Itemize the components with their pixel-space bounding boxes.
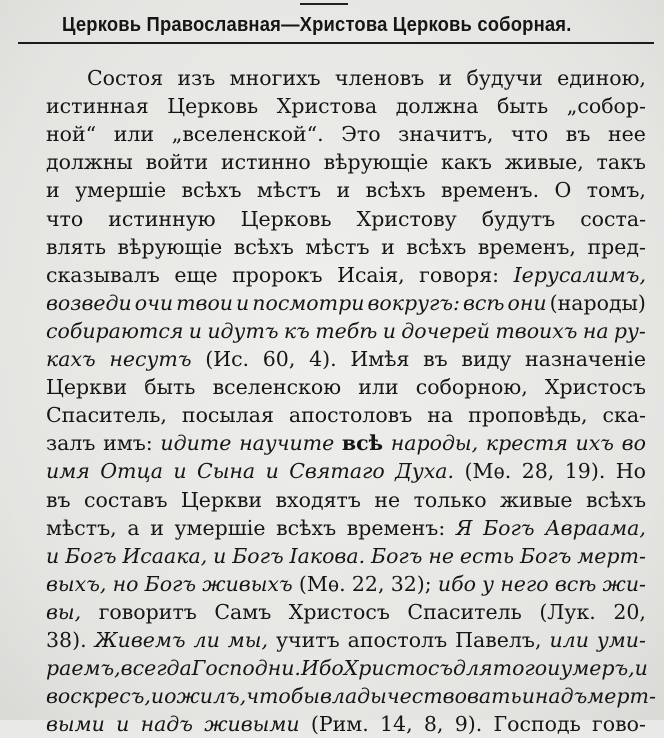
word: ска-	[602, 403, 646, 428]
word: мерт-	[577, 543, 646, 568]
word: и	[46, 178, 60, 203]
word: идутъ	[207, 318, 279, 343]
word: нее	[607, 122, 646, 147]
word: мерт-	[587, 684, 656, 709]
word: народы,	[390, 431, 479, 456]
text-line	[46, 233, 646, 261]
word: такъ	[596, 150, 646, 175]
word: всѣхъ	[406, 234, 467, 259]
word: и	[46, 543, 60, 568]
word: выми	[46, 712, 105, 737]
word: и	[336, 178, 351, 203]
word: 28,	[521, 459, 555, 484]
text-line	[46, 345, 646, 373]
word: Христову	[356, 206, 457, 231]
word: сказывалъ	[46, 262, 160, 287]
text-line	[46, 542, 646, 570]
word: и	[116, 712, 130, 737]
word: идите	[160, 431, 232, 456]
word: собираются	[46, 318, 184, 343]
word: говоритъ	[98, 599, 197, 624]
word: вѣрующіе	[117, 234, 223, 259]
word: „собор-	[566, 94, 646, 119]
word: Отца	[100, 459, 163, 484]
word: соборною,	[415, 375, 528, 400]
word: изъ	[177, 66, 216, 90]
word: Богъ	[371, 543, 423, 568]
word: дочерей	[401, 318, 490, 343]
word: живыми	[204, 712, 300, 737]
running-head: Церковь Православная—Христова Церковь соборная.	[62, 14, 572, 36]
word: въ	[46, 487, 71, 512]
text-line	[87, 64, 646, 92]
word: Я	[455, 515, 473, 540]
word: Христосъ	[544, 375, 646, 400]
word: составъ	[84, 487, 168, 512]
word: жи-	[602, 571, 646, 596]
word: виду	[461, 347, 512, 371]
word: быть	[144, 375, 196, 400]
word: Имѣя	[350, 347, 410, 371]
word: значитъ,	[398, 122, 494, 147]
word: твои	[176, 290, 234, 315]
word: Господь	[493, 712, 581, 737]
word: и	[547, 656, 561, 681]
word: быть	[497, 94, 549, 119]
word: Богъ	[232, 543, 284, 568]
word: временъ.	[440, 178, 540, 203]
word: вселенскою	[212, 375, 342, 400]
word: говоря:	[419, 262, 500, 287]
text-line	[46, 457, 646, 485]
text-line	[46, 120, 646, 148]
word: 8,	[423, 712, 444, 737]
word: должна	[395, 94, 479, 119]
word: твоихъ	[495, 318, 578, 343]
word: крестя	[485, 431, 568, 456]
word: Ибо	[300, 656, 344, 681]
word: мѣстъ	[305, 234, 370, 259]
word: имя	[46, 459, 90, 484]
word: тебѣ	[315, 318, 378, 343]
word: 22,	[351, 571, 385, 596]
word: учитъ	[276, 628, 340, 652]
word: всѣ	[554, 571, 597, 596]
word: 32);	[390, 571, 432, 596]
word: должны	[46, 150, 133, 175]
word: чтобы	[246, 684, 320, 709]
word: Богъ	[144, 571, 197, 596]
word: въ	[565, 122, 591, 147]
word: Сына	[197, 459, 256, 484]
word: очи	[134, 290, 174, 315]
word: живыхъ	[202, 571, 293, 596]
word: что	[510, 122, 549, 147]
word: всѣхъ	[276, 515, 337, 540]
word: Церкви	[46, 375, 128, 400]
word: но	[112, 571, 139, 596]
word: Спаситель,	[46, 403, 167, 428]
word: Духа.	[395, 459, 455, 484]
word: того	[492, 656, 548, 681]
word: Авраама,	[545, 515, 646, 540]
word: Церкви	[180, 487, 263, 512]
word: „вселенской“.	[171, 122, 324, 147]
word: 14,	[380, 712, 413, 737]
text-line	[46, 598, 646, 626]
word: или	[549, 628, 589, 652]
word: ли	[193, 628, 220, 652]
word: единою,	[557, 66, 646, 90]
word: истинная	[46, 94, 149, 119]
word: и	[265, 459, 279, 484]
text-line	[46, 148, 646, 176]
word: истинную	[108, 206, 216, 231]
word: вокругъ:	[367, 290, 460, 315]
word: соста-	[580, 206, 646, 231]
text-line	[46, 626, 646, 654]
word: умершіе	[174, 515, 266, 540]
word: назначеніе	[524, 347, 646, 371]
word: кахъ	[46, 347, 96, 371]
word: и	[213, 543, 227, 568]
word: и	[521, 684, 535, 709]
text-line	[46, 289, 646, 317]
word: или	[113, 122, 155, 147]
word: всегда	[120, 656, 192, 681]
word: не	[374, 487, 401, 512]
word: Живемъ	[94, 628, 186, 652]
word: гово-	[592, 712, 646, 737]
word: всѣхъ	[586, 487, 646, 512]
word: и	[236, 290, 250, 315]
word: мы,	[227, 628, 269, 652]
word: Богъ	[483, 515, 535, 540]
text-line	[46, 654, 646, 682]
word: и	[634, 656, 648, 681]
word: Іерусалимъ,	[513, 262, 646, 287]
word: Состоя	[87, 66, 164, 90]
word: не	[428, 543, 454, 568]
word: къ	[283, 318, 310, 343]
word: надъ	[534, 684, 588, 709]
word: какъ	[441, 150, 492, 175]
word: что	[46, 206, 84, 231]
word: временъ:	[346, 515, 446, 540]
word: владычествовать	[319, 684, 522, 709]
word: томъ,	[586, 178, 646, 203]
word: (Ис.	[205, 347, 250, 371]
word: выхъ,	[46, 571, 107, 596]
word: 9).	[454, 712, 483, 737]
word: входятъ	[275, 487, 361, 512]
word: всѣхъ	[181, 178, 242, 203]
word: Исаака,	[122, 543, 208, 568]
text-line	[46, 682, 656, 710]
word: а	[127, 515, 140, 540]
word: Самъ	[214, 599, 272, 624]
text-line	[46, 176, 646, 204]
page-header	[0, 10, 664, 46]
word: и	[381, 234, 395, 259]
text-line	[46, 710, 646, 738]
word: и	[382, 318, 396, 343]
word: апостоловъ	[288, 403, 413, 428]
text-line	[46, 514, 646, 542]
word: 20,	[613, 599, 646, 624]
word: живые	[500, 487, 573, 512]
word: вѣрующіе	[323, 150, 429, 175]
word: будучи	[466, 66, 543, 90]
word: или	[358, 375, 399, 400]
word: Павелъ,	[455, 628, 542, 652]
word: (Рим.	[310, 712, 369, 737]
word: и	[173, 459, 187, 484]
word: Христова	[276, 94, 378, 119]
header-rule	[18, 42, 654, 44]
word: несутъ	[109, 347, 192, 371]
word: надъ	[140, 712, 193, 737]
word: Христосъ	[343, 656, 454, 681]
text-line	[46, 429, 646, 457]
word: научите	[239, 431, 335, 456]
word: членовъ	[334, 66, 425, 90]
text-line	[46, 570, 646, 598]
word: Господни.	[191, 656, 301, 681]
word: въ	[423, 347, 448, 371]
word: Спаситель	[407, 599, 522, 624]
word: всѣхъ	[365, 178, 426, 203]
text-line	[46, 92, 646, 120]
word: (Мѳ.	[298, 571, 346, 596]
word: имъ:	[103, 431, 153, 456]
word: ной“	[46, 122, 97, 147]
word: Это	[341, 122, 381, 147]
word: него	[500, 571, 549, 596]
text-line	[46, 486, 646, 514]
word: Но	[615, 459, 646, 484]
word: 60,	[262, 347, 296, 371]
word: вы,	[46, 599, 82, 624]
word: и	[150, 515, 164, 540]
word: многихъ	[229, 66, 321, 90]
word: временъ,	[477, 234, 576, 259]
word: 4).	[309, 347, 337, 371]
word: Богъ	[519, 543, 572, 568]
page-number-rule	[300, 3, 348, 5]
word: всѣ	[462, 290, 505, 315]
text-line	[46, 205, 646, 233]
word: ру-	[613, 318, 646, 343]
word: на	[582, 318, 609, 343]
word: Церковь	[240, 206, 332, 231]
text-line	[46, 373, 646, 401]
word: Святаго	[289, 459, 385, 484]
text-line	[46, 261, 646, 289]
word: (Мѳ.	[464, 459, 512, 484]
word: мѣстъ	[256, 178, 322, 203]
word: воскресъ,	[46, 684, 151, 709]
word: 19).	[564, 459, 606, 484]
word: (народы)	[549, 290, 646, 315]
word: живые,	[504, 150, 584, 175]
word: посмотри	[252, 290, 365, 315]
word: только	[413, 487, 487, 512]
word: всѣхъ	[233, 234, 294, 259]
word: и	[188, 318, 202, 343]
word: залъ	[46, 431, 96, 456]
word: и	[150, 684, 165, 709]
text-line	[46, 317, 646, 345]
word: будутъ	[481, 206, 556, 231]
word: Богъ	[65, 543, 117, 568]
word: возведи	[46, 290, 132, 315]
word: Христосъ	[288, 599, 390, 624]
word: умершіе	[75, 178, 167, 203]
text-line	[46, 401, 646, 429]
word: и	[438, 66, 453, 90]
word: для	[453, 656, 493, 681]
word: Іакова.	[289, 543, 366, 568]
word: у	[482, 571, 495, 596]
word: войти	[145, 150, 209, 175]
word: есть	[459, 543, 515, 568]
word: уми-	[596, 628, 646, 652]
word: мѣстъ,	[46, 515, 117, 540]
word: еще	[174, 262, 218, 287]
word: раемъ,	[46, 656, 121, 681]
word: апостолъ	[347, 628, 448, 652]
word: пред-	[587, 234, 646, 259]
word: Церковь	[167, 94, 259, 119]
word: ихъ	[575, 431, 614, 456]
word: Исаія,	[337, 262, 405, 287]
word: умеръ,	[560, 656, 635, 681]
word: 38).	[46, 628, 87, 652]
word: во	[621, 431, 646, 456]
word: ожилъ,	[164, 684, 247, 709]
word: (Лук.	[539, 599, 596, 624]
word: истинно	[220, 150, 311, 175]
word: О	[554, 178, 572, 203]
word: ибо	[437, 571, 476, 596]
word: они	[507, 290, 547, 315]
word: на	[427, 403, 454, 428]
word: всѣ	[341, 431, 384, 456]
word: проповѣдь,	[468, 403, 588, 428]
word: пророкъ	[232, 262, 323, 287]
word: влять	[46, 234, 106, 259]
word: посылая	[181, 403, 274, 428]
